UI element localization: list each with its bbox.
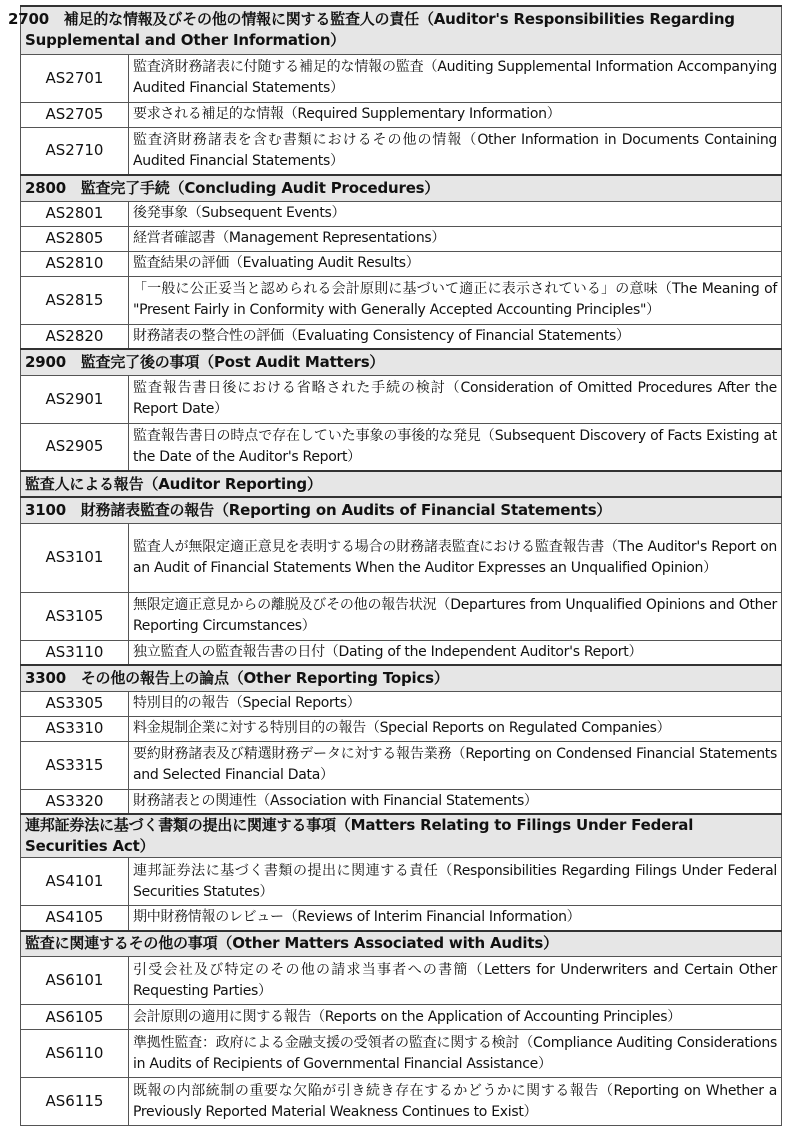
standard-row <box>21 324 782 349</box>
standard-code: AS2805 <box>21 226 129 251</box>
standard-title: 「一般に公正妥当と認められる会計原則に基づいて適正に表示されている」の意味（The Meaning of "Present Fairly in Conformity with Generally Accepted Accounting Principles"） <box>129 276 782 324</box>
section-title: 連邦証券法に基づく書類の提出に関連する事項（Matters Relating to Filings Under Federal Securities Act） <box>25 816 694 855</box>
standard-title: 要約財務諸表及び精選財務データに対する報告業務（Reporting on Condensed Financial Statements and Selected Financial Data） <box>129 741 782 789</box>
section-header-row <box>21 6 782 54</box>
standard-code: AS3315 <box>21 741 129 789</box>
standard-title: 連邦証券法に基づく書類の提出に関連する責任（Responsibilities Regarding Filings Under Federal Securities Statutes） <box>129 858 782 906</box>
standard-title: 後発事象（Subsequent Events） <box>129 201 782 226</box>
section-header-cell <box>21 931 782 957</box>
standard-code: AS2810 <box>21 251 129 276</box>
standard-code: AS6110 <box>21 1030 129 1078</box>
standard-row <box>21 592 782 640</box>
standard-row <box>21 691 782 716</box>
standard-title: 無限定適正意見からの離脱及びその他の報告状況（Departures from Unqualified Opinions and Other Reporting Circumstances） <box>129 592 782 640</box>
standard-title: 監査報告書日の時点で存在していた事象の事後的な発見（Subsequent Discovery of Facts Existing at the Date of the Auditor's Report） <box>129 423 782 471</box>
standard-title: 会計原則の適用に関する報告（Reports on the Application of Accounting Principles） <box>129 1005 782 1030</box>
standard-code: AS4105 <box>21 906 129 931</box>
standard-row <box>21 423 782 471</box>
standard-row <box>21 276 782 324</box>
standard-code: AS2801 <box>21 201 129 226</box>
standard-code: AS6101 <box>21 957 129 1005</box>
standard-row <box>21 54 782 102</box>
standard-row <box>21 201 782 226</box>
standard-row <box>21 1030 782 1078</box>
standard-title: 財務諸表との関連性（Association with Financial Statements） <box>129 789 782 814</box>
standard-code: AS2820 <box>21 324 129 349</box>
standard-code: AS2901 <box>21 375 129 423</box>
standard-row <box>21 226 782 251</box>
standard-row <box>21 251 782 276</box>
standard-title: 経営者確認書（Management Representations） <box>129 226 782 251</box>
section-header-row <box>21 349 782 375</box>
section-header-row <box>21 497 782 523</box>
standard-code: AS2701 <box>21 54 129 102</box>
standard-code: AS6105 <box>21 1005 129 1030</box>
standard-title: 期中財務情報のレビュー（Reviews of Interim Financial Information） <box>129 906 782 931</box>
section-header-row <box>21 931 782 957</box>
section-header-cell <box>21 665 782 691</box>
standard-row <box>21 741 782 789</box>
standard-title: 監査人が無限定適正意見を表明する場合の財務諸表監査における監査報告書（The Auditor's Report on an Audit of Financial Statements When the Auditor Expresses an Unqualified Opinion） <box>129 523 782 592</box>
standard-code: AS3320 <box>21 789 129 814</box>
standard-row <box>21 640 782 665</box>
standard-row <box>21 858 782 906</box>
standard-row <box>21 102 782 127</box>
standard-code: AS3305 <box>21 691 129 716</box>
section-title: 2900 監査完了後の事項（Post Audit Matters） <box>25 352 385 371</box>
section-title: 監査に関連するその他の事項（Other Matters Associated with Audits） <box>25 934 558 953</box>
section-header-row <box>21 665 782 691</box>
standard-title: 料金規制企業に対する特別目的の報告（Special Reports on Regulated Companies） <box>129 716 782 741</box>
section-header-row <box>21 814 782 858</box>
standard-title: 財務諸表の整合性の評価（Evaluating Consistency of Financial Statements） <box>129 324 782 349</box>
standard-title: 監査済財務諸表に付随する補足的な情報の監査（Auditing Supplemental Information Accompanying Audited Financial Statements） <box>129 54 782 102</box>
section-header-cell <box>8 6 782 54</box>
standard-row <box>21 906 782 931</box>
standard-code: AS2705 <box>21 102 129 127</box>
standard-code: AS3101 <box>21 523 129 592</box>
section-title: 監査人による報告（Auditor Reporting） <box>25 474 322 493</box>
standard-code: AS3110 <box>21 640 129 665</box>
section-header-cell <box>21 471 782 497</box>
section-title: 3300 その他の報告上の論点（Other Reporting Topics） <box>25 668 449 687</box>
standard-title: 監査済財務諸表を含む書類におけるその他の情報（Other Information in Documents Containing Audited Financial Statements） <box>129 127 782 175</box>
standard-row <box>21 523 782 592</box>
standard-code: AS6115 <box>21 1078 129 1126</box>
standards-table <box>8 5 782 1126</box>
standard-row <box>21 1005 782 1030</box>
standard-row <box>21 1078 782 1126</box>
standard-row <box>21 789 782 814</box>
section-header-cell <box>21 349 782 375</box>
standard-title: 特別目的の報告（Special Reports） <box>129 691 782 716</box>
section-header-cell <box>21 175 782 201</box>
standard-code: AS3105 <box>21 592 129 640</box>
standard-title: 要求される補足的な情報（Required Supplementary Information） <box>129 102 782 127</box>
standard-row <box>21 957 782 1005</box>
section-header-row <box>21 471 782 497</box>
standard-code: AS2905 <box>21 423 129 471</box>
standards-table-body <box>8 6 782 1126</box>
standard-title: 準拠性監査：政府による金融支援の受領者の監査に関する検討（Compliance Auditing Considerations in Audits of Recipients of Governmental Financial Assistance） <box>129 1030 782 1078</box>
section-header-row <box>21 175 782 201</box>
section-header-cell <box>21 497 782 523</box>
section-title: 2800 監査完了手続（Concluding Audit Procedures） <box>25 178 440 197</box>
standard-title: 引受会社及び特定のその他の請求当事者への書簡（Letters for Underwriters and Certain Other Requesting Parties） <box>129 957 782 1005</box>
standard-code: AS3310 <box>21 716 129 741</box>
section-title: 3100 財務諸表監査の報告（Reporting on Audits of Financial Statements） <box>25 500 612 519</box>
standard-title: 既報の内部統制の重要な欠陥が引き続き存在するかどうかに関する報告（Reporting on Whether a Previously Reported Material Weakness Continues to Exist） <box>129 1078 782 1126</box>
section-title: 2700 補足的な情報及びその他の情報に関する監査人の責任（Auditor's Responsibilities Regarding Supplemental and Other Information） <box>8 10 735 50</box>
standard-row <box>21 127 782 175</box>
standard-code: AS2815 <box>21 276 129 324</box>
standard-title: 独立監査人の監査報告書の日付（Dating of the Independent Auditor's Report） <box>129 640 782 665</box>
standard-row <box>21 375 782 423</box>
standard-row <box>21 716 782 741</box>
standard-code: AS4101 <box>21 858 129 906</box>
standard-title: 監査結果の評価（Evaluating Audit Results） <box>129 251 782 276</box>
standard-code: AS2710 <box>21 127 129 175</box>
standard-title: 監査報告書日後における省略された手続の検討（Consideration of Omitted Procedures After the Report Date） <box>129 375 782 423</box>
section-header-cell <box>21 814 782 858</box>
